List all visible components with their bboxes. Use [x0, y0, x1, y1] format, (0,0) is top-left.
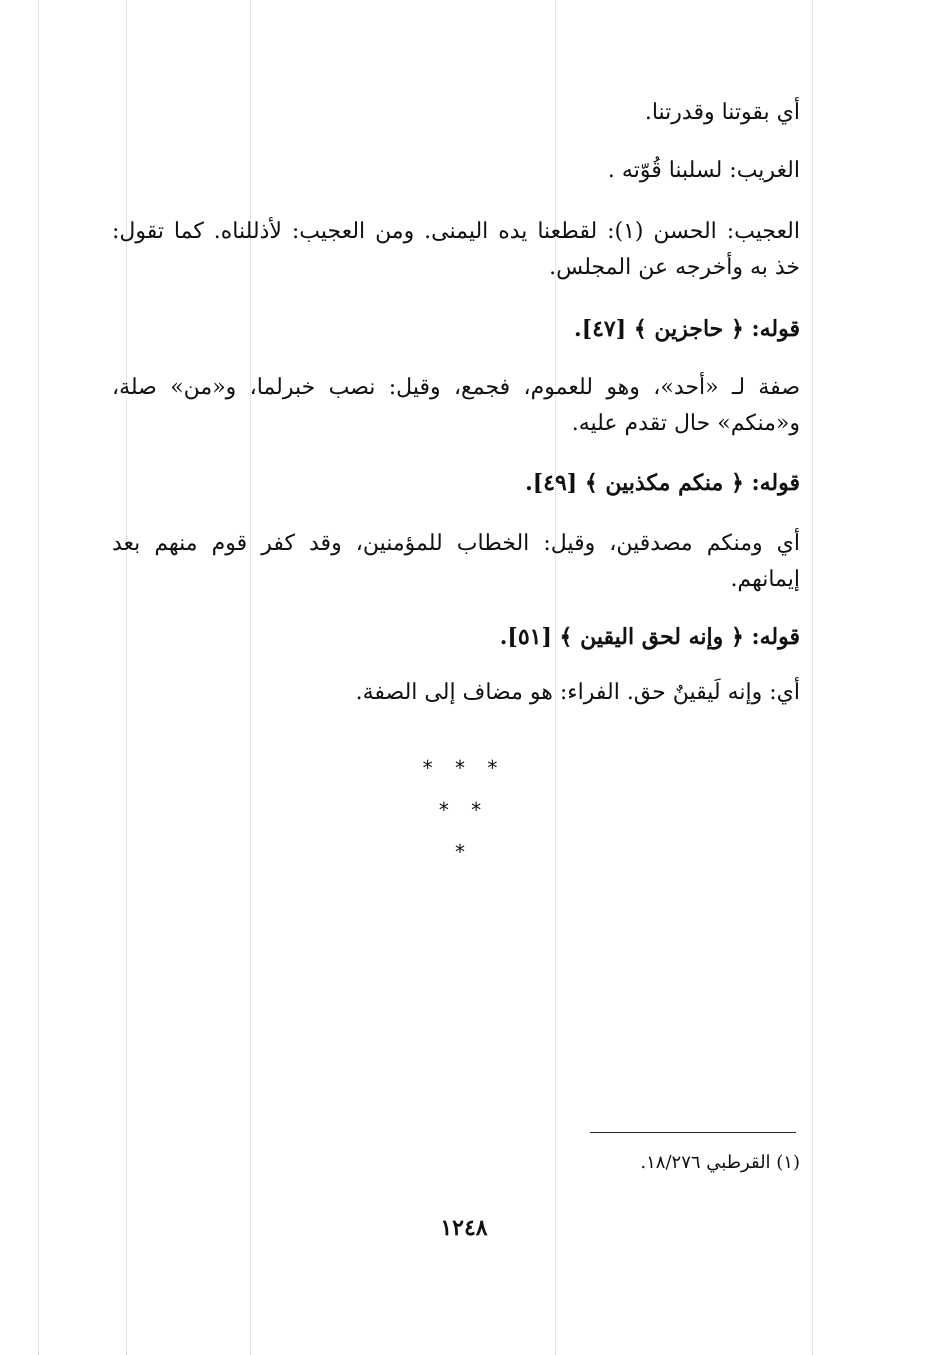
text-line-2: الغريب: لسلبنا قُوّته .: [607, 158, 800, 183]
scan-artifact-line: [812, 0, 813, 1355]
text-line-yaqin: أي: وإنه لَيقينٌ حق. الفراء: هو مضاف إلى الصفة.: [355, 680, 800, 705]
text-line-1: أي بقوتنا وقدرتنا.: [644, 100, 800, 125]
verse-heading-49: قوله: ﴿ منكم مكذبين ﴾ [٤٩].: [525, 470, 800, 496]
scan-artifact-line: [555, 0, 556, 1355]
section-ornament-row3: *: [455, 840, 473, 864]
verse-heading-47: قوله: ﴿ حاجزين ﴾ [٤٧].: [574, 316, 800, 342]
page-number: ١٢٤٨: [440, 1215, 488, 1241]
scan-artifact-line: [250, 0, 251, 1355]
footnote-separator: [590, 1132, 796, 1133]
section-ornament-row2: * *: [438, 798, 490, 822]
footnote: (١) القرطبي ١٨/٢٧٦.: [640, 1152, 800, 1173]
section-ornament-row1: * * *: [422, 756, 506, 780]
scan-artifact-line: [126, 0, 127, 1355]
paragraph-ajib: العجيب: الحسن (١): لقطعنا يده اليمنى. ومن العجيب: لأذللناه. كما تقول: خذ به وأخرجه عن المجلس.: [112, 219, 801, 280]
paragraph-sifa: صفة لـ «أحد»، وهو للعموم، فجمع، وقيل: نصب خبرلما، و«من» صلة، و«منكم» حال تقدم عليه.: [112, 375, 800, 436]
paragraph-musaddiqin: أي ومنكم مصدقين، وقيل: الخطاب للمؤمنين، وقد كفر قوم منهم بعد إيمانهم.: [112, 531, 800, 592]
verse-heading-51: قوله: ﴿ وإنه لحق اليقين ﴾ [٥١].: [499, 624, 800, 650]
scan-artifact-line: [38, 0, 39, 1355]
